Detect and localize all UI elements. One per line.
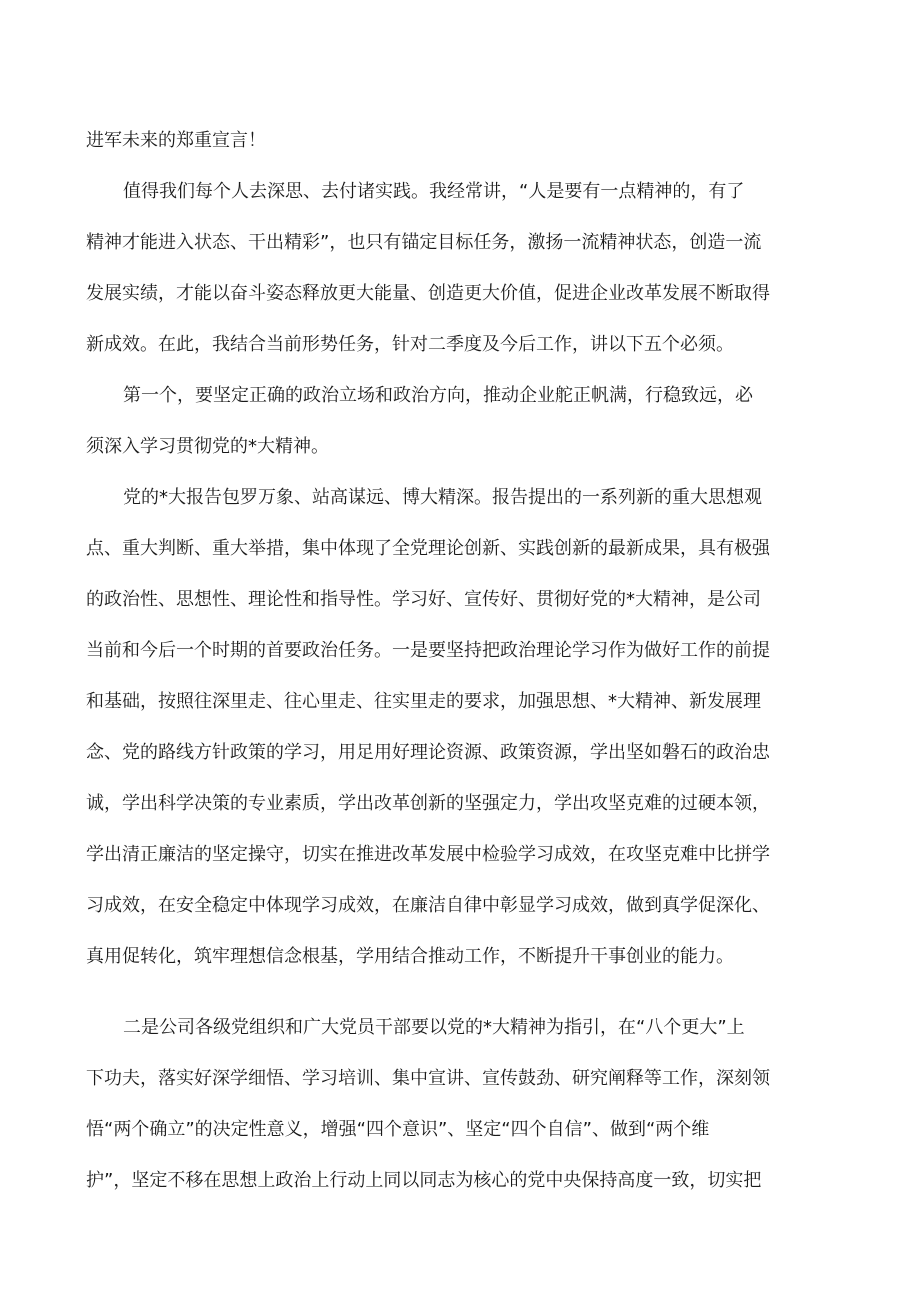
text-line: 悟“两个确立”的决定性意义，增强“四个意识”、坚定“四个自信”、做到“两个维 (86, 1119, 710, 1140)
text-line: 真用促转化，筑牢理想信念根基，学用结合推动工作，不断提升干事创业的能力。 (86, 946, 734, 967)
text-line: 发展实绩，才能以奋斗姿态释放更大能量、创造更大价值，促进企业改革发展不断取得 (86, 283, 770, 304)
text-line: 下功夫，落实好深学细悟、学习培训、集中宣讲、宣传鼓劲、研究阐释等工作，深刻领 (86, 1068, 770, 1089)
text-line: 习成效，在安全稳定中体现学习成效，在廉洁自律中彰显学习成效，做到真学促深化、 (86, 895, 770, 916)
text-line: 二是公司各级党组织和广大党员干部要以党的*大精神为指引，在“八个更大”上 (123, 1017, 745, 1038)
text-line: 值得我们每个人去深思、去付诸实践。我经常讲，“人是要有一点精神的，有了 (123, 181, 745, 202)
text-line: 点、重大判断、重大举措，集中体现了全党理论创新、实践创新的最新成果，具有极强 (86, 538, 770, 559)
text-line: 当前和今后一个时期的首要政治任务。一是要坚持把政治理论学习作为做好工作的前提 (86, 640, 770, 661)
text-line: 精神才能进入状态、干出精彩”，也只有锚定目标任务，激扬一流精神状态，创造一流 (86, 232, 762, 253)
text-line: 的政治性、思想性、理论性和指导性。学习好、宣传好、贯彻好党的*大精神，是公司 (86, 589, 761, 610)
text-line: 诚，学出科学决策的专业素质，学出改革创新的坚强定力，学出攻坚克难的过硬本领， (86, 793, 770, 814)
text-line: 和基础，按照往深里走、往心里走、往实里走的要求，加强思想、*大精神、新发展理 (86, 691, 761, 712)
text-line: 新成效。在此，我结合当前形势任务，针对二季度及今后工作，讲以下五个必须。 (86, 334, 734, 355)
text-line: 进军未来的郑重宣言！ (86, 130, 266, 151)
text-line: 念、党的路线方针政策的学习，用足用好理论资源、政策资源，学出坚如磐石的政治忠 (86, 742, 770, 763)
text-line: 学出清正廉洁的坚定操守，切实在推进改革发展中检验学习成效，在攻坚克难中比拼学 (86, 844, 770, 865)
text-line: 须深入学习贯彻党的*大精神。 (86, 436, 329, 457)
text-line: 护”，坚定不移在思想上政治上行动上同以同志为核心的党中央保持高度一致，切实把 (86, 1170, 762, 1191)
text-line: 党的*大报告包罗万象、站高谋远、博大精深。报告提出的一系列新的重大思想观 (123, 487, 762, 508)
text-line: 第一个，要坚定正确的政治立场和政治方向，推动企业舵正帆满，行稳致远，必 (123, 385, 753, 406)
